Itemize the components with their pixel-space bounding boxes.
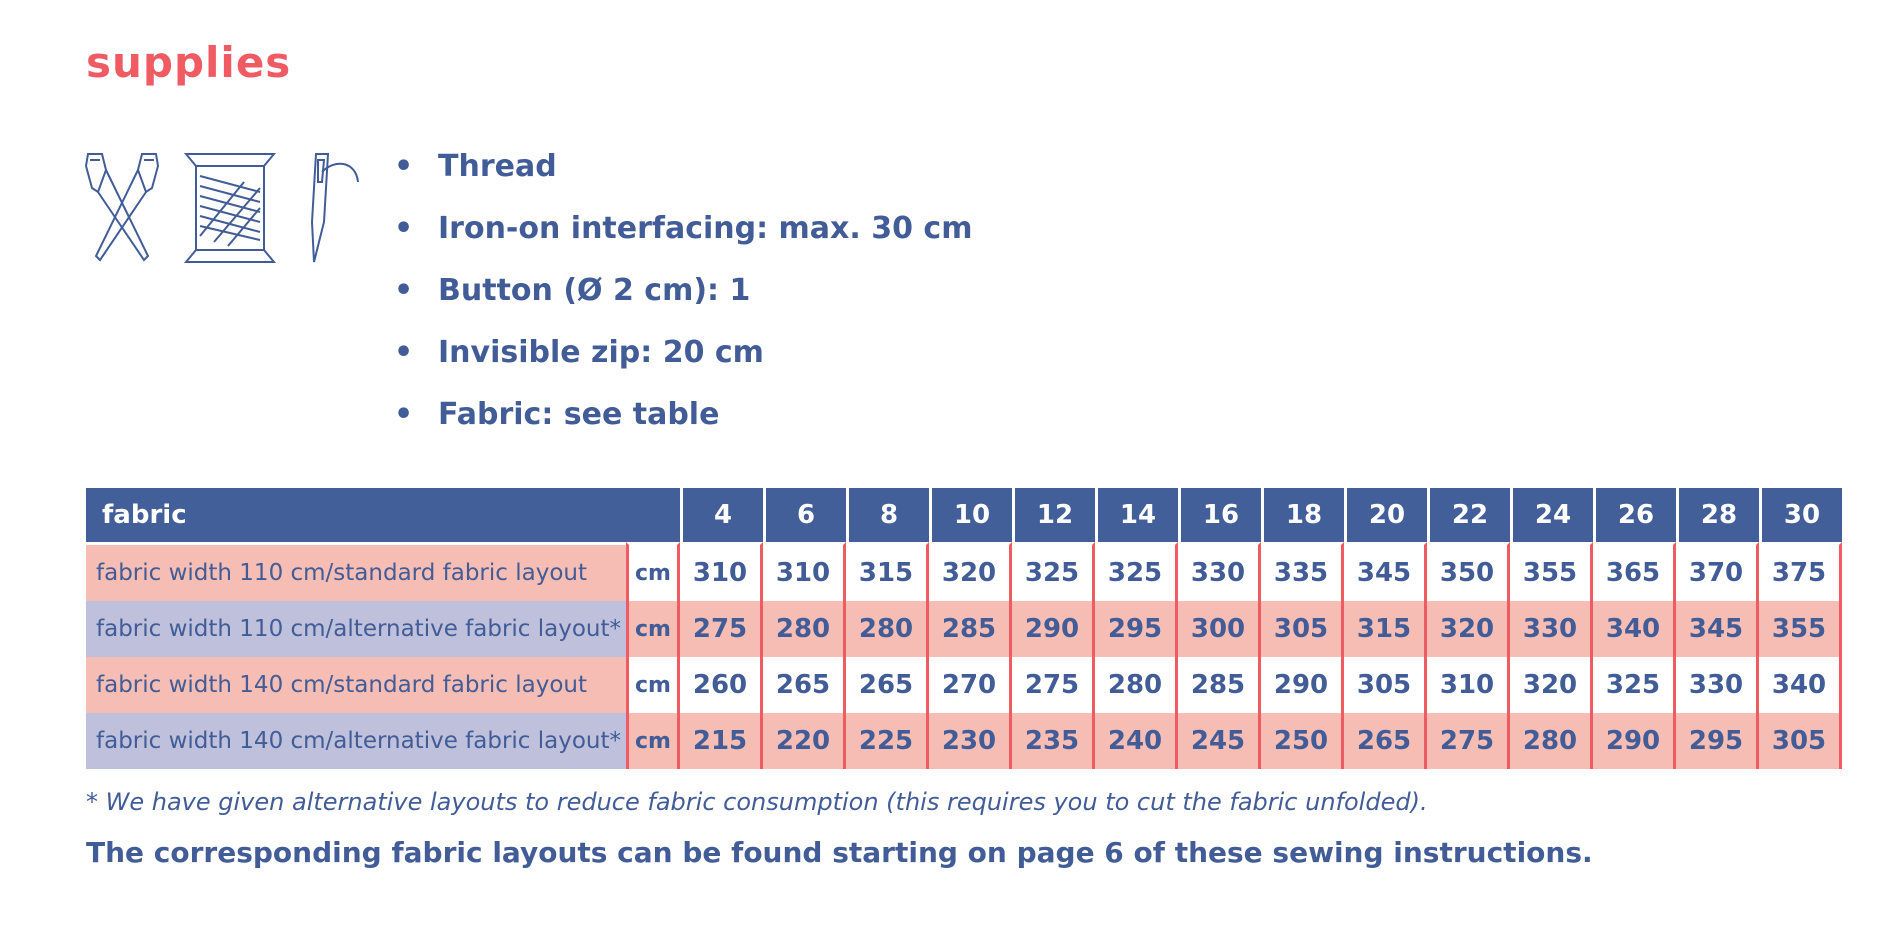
table-cell: 290 xyxy=(1261,657,1344,713)
table-header-row xyxy=(86,488,1842,542)
table-row xyxy=(86,657,1842,713)
row-label: fabric width 140 cm/alternative fabric layout* xyxy=(86,713,626,769)
size-header: 22 xyxy=(1427,488,1510,542)
table-cell: 230 xyxy=(929,713,1012,769)
table-row xyxy=(86,601,1842,657)
table-cell: 315 xyxy=(846,542,929,601)
table-cell: 365 xyxy=(1593,542,1676,601)
table-row xyxy=(86,542,1842,601)
footnote: * We have given alternative layouts to reduce fabric consumption (this requires you to cut the fabric unfolded). xyxy=(86,788,1428,816)
size-header: 14 xyxy=(1095,488,1178,542)
table-cell: 235 xyxy=(1012,713,1095,769)
table-cell: 340 xyxy=(1759,657,1842,713)
table-cell: 320 xyxy=(1427,601,1510,657)
table-row xyxy=(86,713,1842,769)
table-cell: 300 xyxy=(1178,601,1261,657)
row-label: fabric width 110 cm/standard fabric layout xyxy=(86,542,626,601)
table-cell: 280 xyxy=(763,601,846,657)
size-header: 30 xyxy=(1759,488,1842,542)
row-label: fabric width 110 cm/alternative fabric layout* xyxy=(86,601,626,657)
supplies-item: • Button (Ø 2 cm): 1 xyxy=(394,273,751,308)
table-cell: 370 xyxy=(1676,542,1759,601)
row-unit: cm xyxy=(626,713,680,769)
row-label: fabric width 140 cm/standard fabric layout xyxy=(86,657,626,713)
table-cell: 330 xyxy=(1676,657,1759,713)
size-header: 6 xyxy=(763,488,846,542)
size-header: 10 xyxy=(929,488,1012,542)
table-cell: 310 xyxy=(680,542,763,601)
table-cell: 305 xyxy=(1344,657,1427,713)
table-cell: 305 xyxy=(1261,601,1344,657)
size-header: 24 xyxy=(1510,488,1593,542)
table-cell: 290 xyxy=(1012,601,1095,657)
table-cell: 350 xyxy=(1427,542,1510,601)
table-cell: 265 xyxy=(1344,713,1427,769)
table-cell: 280 xyxy=(1510,713,1593,769)
table-cell: 225 xyxy=(846,713,929,769)
table-cell: 325 xyxy=(1012,542,1095,601)
table-cell: 325 xyxy=(1593,657,1676,713)
table-cell: 330 xyxy=(1510,601,1593,657)
tools-illustration xyxy=(84,152,364,272)
size-header: 20 xyxy=(1344,488,1427,542)
table-cell: 265 xyxy=(846,657,929,713)
size-header: 28 xyxy=(1676,488,1759,542)
header-fabric: fabric xyxy=(86,488,680,542)
needle-icon xyxy=(302,152,362,264)
table-cell: 295 xyxy=(1676,713,1759,769)
table-cell: 240 xyxy=(1095,713,1178,769)
table-cell: 305 xyxy=(1759,713,1842,769)
table-cell: 310 xyxy=(1427,657,1510,713)
table-cell: 290 xyxy=(1593,713,1676,769)
row-unit: cm xyxy=(626,657,680,713)
table-cell: 245 xyxy=(1178,713,1261,769)
scissors-icon xyxy=(84,152,160,264)
size-header: 12 xyxy=(1012,488,1095,542)
supplies-item: • Fabric: see table xyxy=(394,397,720,432)
table-cell: 285 xyxy=(1178,657,1261,713)
table-cell: 340 xyxy=(1593,601,1676,657)
size-header: 18 xyxy=(1261,488,1344,542)
table-cell: 280 xyxy=(846,601,929,657)
row-unit: cm xyxy=(626,542,680,601)
table-cell: 355 xyxy=(1510,542,1593,601)
thread-spool-icon xyxy=(184,152,276,264)
table-cell: 275 xyxy=(1012,657,1095,713)
table-cell: 345 xyxy=(1344,542,1427,601)
table-cell: 215 xyxy=(680,713,763,769)
table-cell: 275 xyxy=(680,601,763,657)
size-header: 4 xyxy=(680,488,763,542)
footer-note: The corresponding fabric layouts can be found starting on page 6 of these sewing instructions. xyxy=(86,836,1593,869)
supplies-item: • Invisible zip: 20 cm xyxy=(394,335,764,370)
table-cell: 265 xyxy=(763,657,846,713)
table-cell: 220 xyxy=(763,713,846,769)
table-cell: 335 xyxy=(1261,542,1344,601)
table-cell: 295 xyxy=(1095,601,1178,657)
table-cell: 250 xyxy=(1261,713,1344,769)
table-cell: 275 xyxy=(1427,713,1510,769)
table-cell: 260 xyxy=(680,657,763,713)
page-title: supplies xyxy=(86,38,292,87)
supplies-item: • Thread xyxy=(394,149,557,184)
supplies-list xyxy=(390,147,972,457)
table-cell: 315 xyxy=(1344,601,1427,657)
table-cell: 320 xyxy=(1510,657,1593,713)
table-cell: 270 xyxy=(929,657,1012,713)
table-cell: 325 xyxy=(1095,542,1178,601)
table-cell: 355 xyxy=(1759,601,1842,657)
table-cell: 375 xyxy=(1759,542,1842,601)
table-cell: 280 xyxy=(1095,657,1178,713)
table-cell: 320 xyxy=(929,542,1012,601)
table-cell: 285 xyxy=(929,601,1012,657)
size-header: 16 xyxy=(1178,488,1261,542)
fabric-table xyxy=(86,488,1842,769)
row-unit: cm xyxy=(626,601,680,657)
size-header: 8 xyxy=(846,488,929,542)
table-cell: 345 xyxy=(1676,601,1759,657)
size-header: 26 xyxy=(1593,488,1676,542)
table-cell: 330 xyxy=(1178,542,1261,601)
table-cell: 310 xyxy=(763,542,846,601)
supplies-item: • Iron-on interfacing: max. 30 cm xyxy=(394,211,973,246)
